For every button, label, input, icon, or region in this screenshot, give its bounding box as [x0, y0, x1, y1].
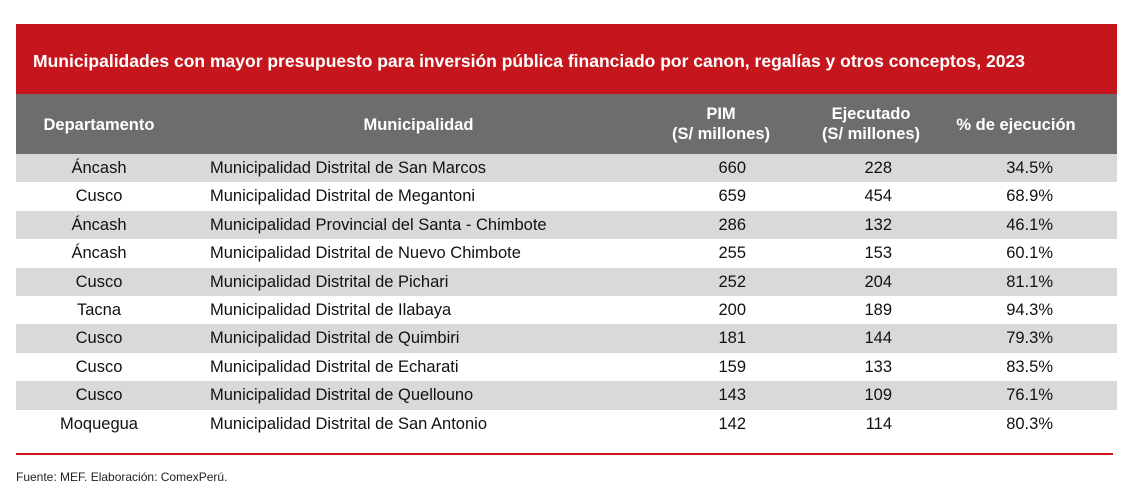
cell-ejecucion: 46.1%: [1006, 215, 1053, 234]
cell-ejecutado: 204: [864, 272, 892, 291]
cell-ejecucion: 83.5%: [1006, 357, 1053, 376]
cell-ejecucion: 80.3%: [1006, 414, 1053, 433]
cell-pim: 659: [718, 187, 746, 206]
table-row: [16, 154, 1117, 182]
cell-ejecutado: 228: [864, 159, 892, 177]
cell-ejecucion: 34.5%: [1006, 159, 1053, 177]
cell-pim: 660: [718, 159, 746, 177]
header-ejecutado-line1: Ejecutado: [831, 105, 911, 123]
table-row: [16, 353, 1117, 381]
cell-departamento: Moquegua: [60, 414, 138, 433]
cell-departamento: Cusco: [75, 357, 123, 376]
cell-ejecucion: 79.3%: [1006, 329, 1053, 348]
cell-departamento: Áncash: [71, 159, 127, 177]
cell-municipalidad: Municipalidad Distrital de San Marcos: [210, 159, 487, 177]
header-ejecutado-line2: (S/ millones): [821, 125, 921, 143]
cell-pim: 252: [718, 272, 746, 291]
cell-ejecucion: 60.1%: [1006, 244, 1053, 263]
table-row: [16, 296, 1117, 324]
table-title: Municipalidades con mayor presupuesto para inversión pública financiado por canon, regalías y otros conceptos, 2023: [33, 51, 1025, 71]
cell-departamento: Cusco: [75, 386, 123, 405]
cell-municipalidad: Municipalidad Distrital de Quellouno: [210, 386, 474, 405]
header-pim-line1: PIM: [706, 105, 736, 123]
table-row: [16, 239, 1117, 267]
cell-pim: 200: [718, 300, 746, 319]
cell-departamento: Tacna: [76, 300, 122, 319]
cell-ejecutado: 189: [864, 300, 892, 319]
cell-ejecucion: 81.1%: [1006, 272, 1053, 291]
header-ejecucion: % de ejecución: [956, 116, 1076, 134]
cell-municipalidad: Municipalidad Distrital de San Antonio: [210, 414, 487, 433]
header-ejecutado: [796, 104, 946, 144]
header-municipalidad: Municipalidad: [363, 116, 474, 134]
cell-ejecutado: 133: [864, 357, 892, 376]
table-row: [16, 268, 1117, 296]
cell-ejecutado: 153: [864, 244, 892, 263]
header-departamento: Departamento: [43, 116, 155, 134]
table-row: [16, 410, 1117, 438]
cell-municipalidad: Municipalidad Distrital de Echarati: [210, 357, 459, 376]
cell-pim: 181: [718, 329, 746, 348]
cell-municipalidad: Municipalidad Distrital de Quimbiri: [210, 329, 460, 348]
cell-departamento: Cusco: [75, 329, 123, 348]
cell-ejecucion: 76.1%: [1006, 386, 1053, 405]
cell-municipalidad: Municipalidad Distrital de Ilabaya: [210, 300, 452, 319]
cell-departamento: Áncash: [71, 244, 127, 263]
cell-pim: 159: [718, 357, 746, 376]
cell-municipalidad: Municipalidad Distrital de Megantoni: [210, 187, 476, 206]
footer-divider: [16, 453, 1113, 455]
cell-departamento: Cusco: [75, 272, 123, 291]
cell-ejecutado: 144: [864, 329, 892, 348]
table-body: [16, 154, 1117, 438]
cell-ejecucion: 68.9%: [1006, 187, 1053, 206]
cell-pim: 143: [718, 386, 746, 405]
table-row: [16, 381, 1117, 409]
cell-departamento: Áncash: [71, 215, 127, 234]
cell-pim: 255: [718, 244, 746, 263]
cell-ejecucion: 94.3%: [1006, 300, 1053, 319]
source-note: Fuente: MEF. Elaboración: ComexPerú.: [16, 470, 228, 484]
cell-pim: 142: [718, 414, 746, 433]
table-title-bar: [16, 24, 1117, 94]
cell-ejecutado: 109: [864, 386, 892, 405]
table-row: [16, 211, 1117, 239]
cell-ejecutado: 114: [865, 414, 892, 433]
table-row: [16, 324, 1117, 352]
cell-ejecutado: 132: [864, 215, 892, 234]
header-pim: [646, 104, 796, 144]
cell-municipalidad: Municipalidad Distrital de Pichari: [210, 272, 449, 291]
cell-municipalidad: Municipalidad Distrital de Nuevo Chimbote: [210, 244, 521, 263]
cell-municipalidad: Municipalidad Provincial del Santa - Chimbote: [210, 215, 547, 234]
header-pim-line2: (S/ millones): [671, 125, 771, 143]
cell-pim: 286: [718, 215, 746, 234]
cell-ejecutado: 454: [864, 187, 892, 206]
table-row: [16, 182, 1117, 210]
table-header: [16, 94, 1117, 154]
cell-departamento: Cusco: [75, 187, 123, 206]
